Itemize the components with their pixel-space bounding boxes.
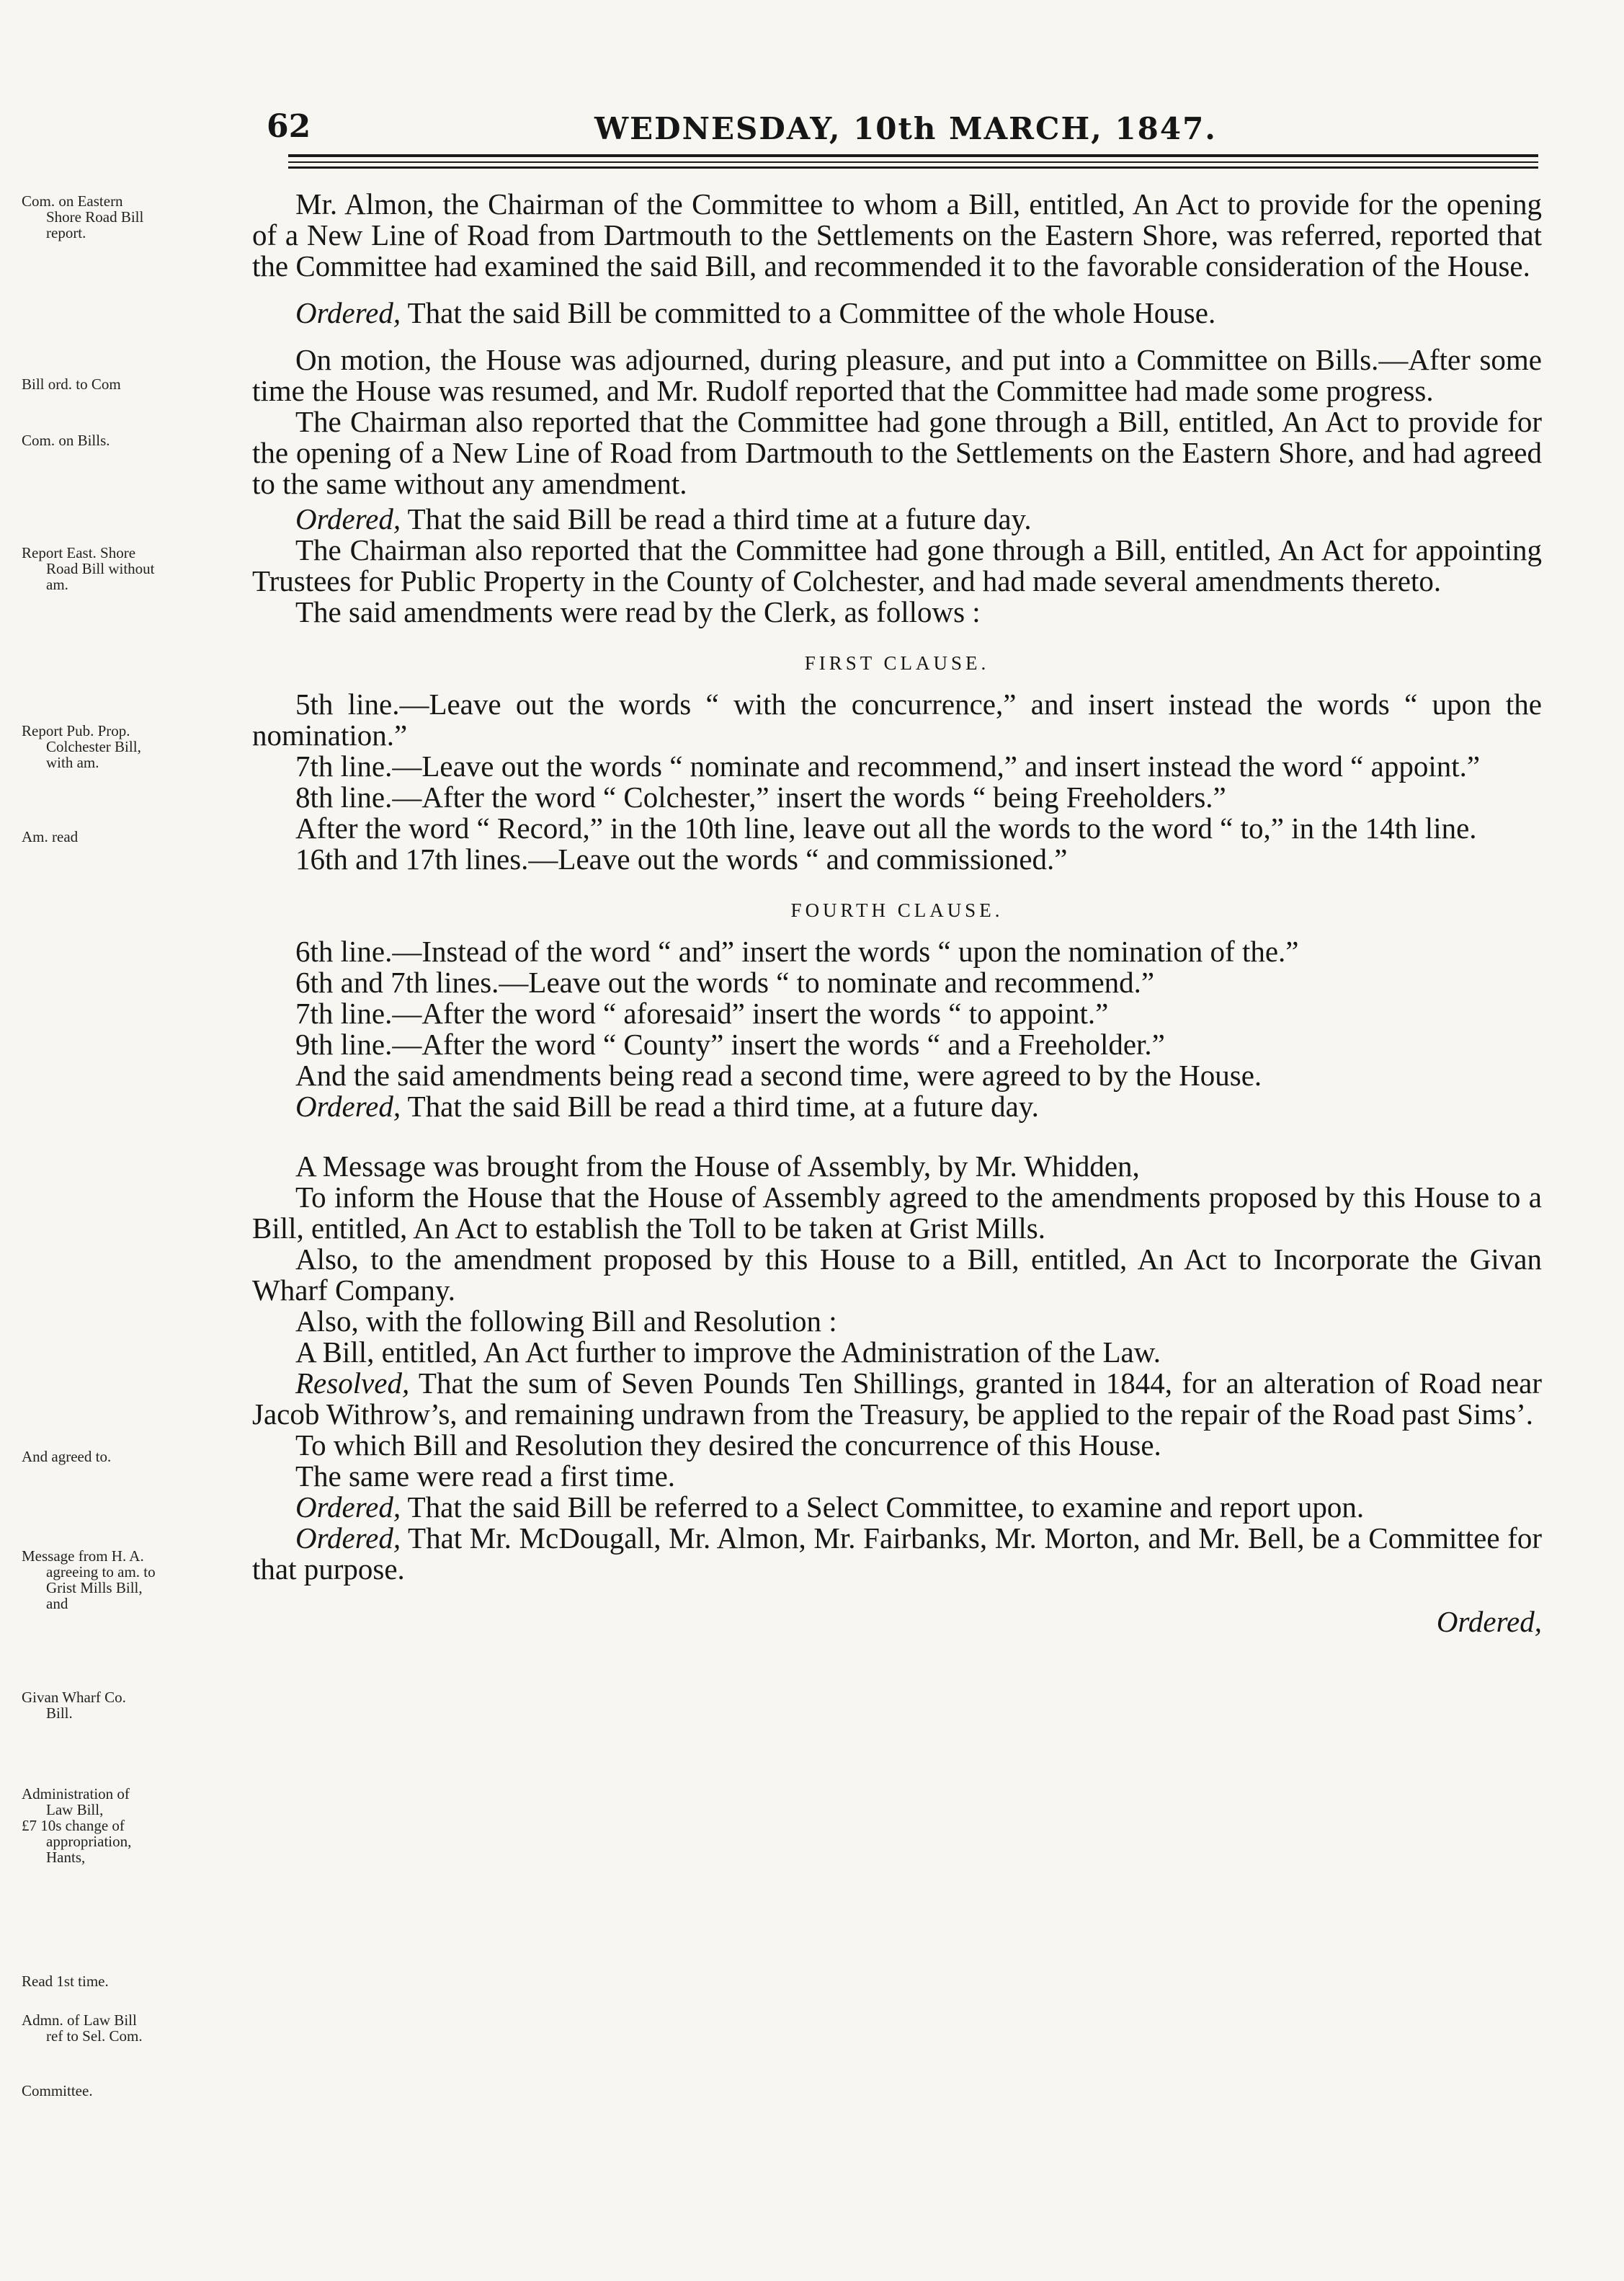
running-head: WEDNESDAY, 10th MARCH, 1847. [594, 111, 1217, 146]
paragraph: Also, to the amendment proposed by this House to a Bill, entitled, An Act to Incorporate the Givan Wharf Company. [252, 1242, 1542, 1307]
margin-note: Administration of Law Bill, £7 10s change of appropriation, Hants, [22, 1785, 132, 1866]
page-header [267, 108, 1542, 151]
margin-note: And agreed to. [22, 1448, 112, 1465]
paragraph: 6th and 7th lines.—Leave out the words “ to nominate and recommend.” [295, 966, 1155, 999]
margin-note: Givan Wharf Co. Bill. [22, 1689, 126, 1722]
paragraph: Resolved, That the sum of Seven Pounds Ten Shillings, granted in 1844, for an alteration of Road near Jacob Withrow’s, and remaining undrawn from the Treasury, be applied to the repair of the Road past Sims’. [252, 1366, 1542, 1431]
paragraph: 9th line.—After the word “ County” insert the words “ and a Freeholder.” [295, 1028, 1165, 1061]
paragraph: Ordered, That the said Bill be read a third time at a future day. [295, 502, 1032, 535]
paragraph: To inform the House that the House of Assembly agreed to the amendments proposed by this House to a Bill, entitled, An Act to establish the Toll to be taken at Grist Mills. [252, 1180, 1542, 1245]
paragraph: 7th line.—Leave out the words “ nominate and recommend,” and insert instead the word “ appoint.” [295, 750, 1481, 783]
paragraph: The Chairman also reported that the Committee had gone through a Bill, entitled, An Act to provide for the opening of a New Line of Road from Dartmouth to the Settlements on the Eastern Shore, and had agreed to the same without any amendment. [252, 405, 1542, 500]
paragraph: Ordered, That the said Bill be referred to a Select Committee, to examine and report upon. [295, 1490, 1365, 1524]
paragraph: Mr. Almon, the Chairman of the Committee to whom a Bill, entitled, An Act to provide for the opening of a New Line of Road from Dartmouth to the Settlements on the Eastern Shore, was referred, reported that the Committee had examined the said Bill, and recommended it to the favorable consideration of the House. [252, 187, 1542, 283]
paragraph: And the said amendments being read a second time, were agreed to by the House. [295, 1059, 1262, 1092]
margin-note: Report East. Shore Road Bill without am. [22, 544, 155, 593]
paragraph: After the word “ Record,” in the 10th line, leave out all the words to the word “ to,” in the 14th line. [295, 812, 1477, 845]
section-heading: FOURTH CLAUSE. [790, 899, 1004, 921]
paragraph: Ordered, That the said Bill be read a third time, at a future day. [295, 1090, 1039, 1123]
catchword: Ordered, [1436, 1605, 1542, 1638]
margin-note: Bill ord. to Com [22, 375, 121, 393]
header-rule [288, 161, 1538, 163]
paragraph: A Bill, entitled, An Act further to improve the Administration of the Law. [295, 1335, 1161, 1369]
paragraph: 16th and 17th lines.—Leave out the words “ and commissioned.” [295, 842, 1068, 876]
header-rule [288, 154, 1538, 157]
body-text [252, 189, 1542, 1637]
margin-note: Com. on Eastern Shore Road Bill report. [22, 192, 144, 241]
margin-note: Com. on Bills. [22, 432, 110, 449]
paragraph: 5th line.—Leave out the words “ with the concurrence,” and insert instead the words “ upon the nomination.” [252, 688, 1542, 752]
paragraph: The Chairman also reported that the Committee had gone through a Bill, entitled, An Act for appointing Trustees for Public Property in the County of Colchester, and had made several amendments thereto. [252, 533, 1542, 597]
paragraph: Ordered, That Mr. McDougall, Mr. Almon, Mr. Fairbanks, Mr. Morton, and Mr. Bell, be a Committee for that purpose. [252, 1521, 1542, 1586]
margin-note: Am. read [22, 828, 79, 845]
paragraph: Also, with the following Bill and Resolution : [295, 1304, 837, 1338]
margin-note: Admn. of Law Bill ref to Sel. Com. [22, 2011, 143, 2045]
paragraph: The said amendments were read by the Clerk, as follows : [295, 595, 981, 628]
section-heading: FIRST CLAUSE. [804, 652, 990, 674]
paragraph: Ordered, That the said Bill be committed to a Committee of the whole House. [295, 296, 1216, 329]
page-number: 62 [267, 108, 311, 145]
margin-note: Read 1st time. [22, 1973, 109, 1990]
paragraph: The same were read a first time. [295, 1459, 676, 1493]
margin-note: Message from H. A. agreeing to am. to Grist Mills Bill, and [22, 1547, 156, 1612]
paragraph: 6th line.—Instead of the word “ and” insert the words “ upon the nomination of the.” [295, 935, 1299, 968]
margin-note: Committee. [22, 2082, 93, 2099]
header-rule [288, 166, 1538, 169]
paragraph: 8th line.—After the word “ Colchester,” insert the words “ being Freeholders.” [295, 781, 1226, 814]
paragraph: To which Bill and Resolution they desired the concurrence of this House. [295, 1428, 1161, 1462]
paragraph: On motion, the House was adjourned, during pleasure, and put into a Committee on Bills.—After some time the House was resumed, and Mr. Rudolf reported that the Committee had made some progress. [252, 343, 1542, 407]
margin-note: Report Pub. Prop. Colchester Bill, with am. [22, 722, 141, 771]
paragraph: A Message was brought from the House of Assembly, by Mr. Whidden, [295, 1150, 1140, 1183]
paragraph: 7th line.—After the word “ aforesaid” insert the words “ to appoint.” [295, 997, 1109, 1030]
